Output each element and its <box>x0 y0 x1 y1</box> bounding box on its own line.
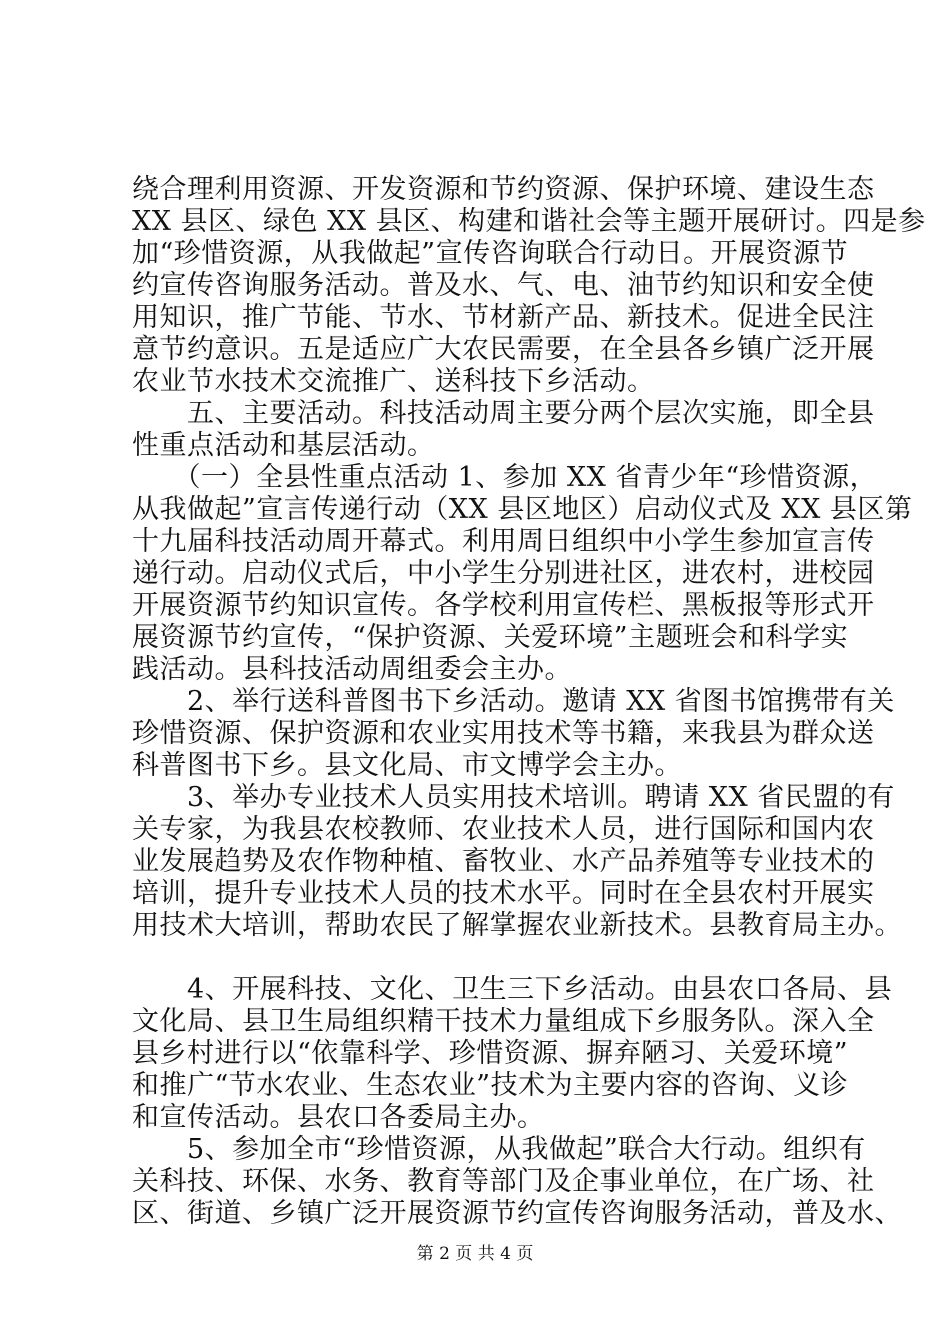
text-line: 关科技、环保、水务、教育等部门及企事业单位，在广场、社 <box>132 1166 875 1197</box>
text-line: 意节约意识。五是适应广大农民需要，在全县各乡镇广泛开展 <box>132 334 875 365</box>
text-line: XX 县区、绿色 XX 县区、构建和谐社会等主题开展研讨。四是参 <box>132 206 926 237</box>
text-line: 4、开展科技、文化、卫生三下乡活动。由县农口各局、县 <box>132 974 893 1005</box>
text-line: 和推广“节水农业、生态农业”技术为主要内容的咨询、义诊 <box>132 1070 849 1101</box>
text-line: 性重点活动和基层活动。 <box>132 430 435 461</box>
text-line: 绕合理利用资源、开发资源和节约资源、保护环境、建设生态 <box>132 174 875 205</box>
text-line: 递行动。启动仪式后，中小学生分别进社区，进农村，进校园 <box>132 558 875 589</box>
text-line: 珍惜资源、保护资源和农业实用技术等书籍，来我县为群众送 <box>132 718 875 749</box>
text-line: 展资源节约宣传，“保护资源、关爱环境”主题班会和科学实 <box>132 622 849 653</box>
text-line: 培训，提升专业技术人员的技术水平。同时在全县农村开展实 <box>132 878 875 909</box>
text-line: 县乡村进行以“依靠科学、珍惜资源、摒弃陋习、关爱环境” <box>132 1038 849 1069</box>
document-body <box>132 174 926 1230</box>
text-line: 区、街道、乡镇广泛开展资源节约宣传咨询服务活动，普及水、 <box>132 1198 902 1229</box>
text-line: 用知识，推广节能、节水、节材新产品、新技术。促进全民注 <box>132 302 875 333</box>
text-line: 2、举行送科普图书下乡活动。邀请 XX 省图书馆携带有关 <box>132 686 895 717</box>
page-number: 第 2 页 共 4 页 <box>416 1244 534 1264</box>
text-line: 从我做起”宣言传递行动（XX 县区地区）启动仪式及 XX 县区第 <box>132 494 913 525</box>
text-line: 5、参加全市“珍惜资源，从我做起”联合大行动。组织有 <box>132 1134 866 1165</box>
text-line: 3、举办专业技术人员实用技术培训。聘请 XX 省民盟的有 <box>132 782 895 813</box>
text-line: 科普图书下乡。县文化局、市文博学会主办。 <box>132 750 682 781</box>
text-line: 开展资源节约知识宣传。各学校利用宣传栏、黑板报等形式开 <box>132 590 875 621</box>
text-line: 加“珍惜资源，从我做起”宣传咨询联合行动日。开展资源节 <box>132 238 849 269</box>
text-line: 践活动。县科技活动周组委会主办。 <box>132 654 572 685</box>
text-line: 农业节水技术交流推广、送科技下乡活动。 <box>132 366 655 397</box>
text-line: 约宣传咨询服务活动。普及水、气、电、油节约知识和安全使 <box>132 270 875 301</box>
blank-line <box>132 942 852 974</box>
text-line: 用技术大培训，帮助农民了解掌握农业新技术。县教育局主办。 <box>132 910 902 941</box>
text-line: 关专家，为我县农校教师、农业技术人员，进行国际和国内农 <box>132 814 875 845</box>
text-line: 五、主要活动。科技活动周主要分两个层次实施，即全县 <box>132 398 875 429</box>
text-line: 和宣传活动。县农口各委局主办。 <box>132 1102 545 1133</box>
text-line: 十九届科技活动周开幕式。利用周日组织中小学生参加宣言传 <box>132 526 875 557</box>
text-line: 业发展趋势及农作物种植、畜牧业、水产品养殖等专业技术的 <box>132 846 875 877</box>
text-line: （一）全县性重点活动 1、参加 XX 省青少年“珍惜资源， <box>132 462 878 493</box>
text-line: 文化局、县卫生局组织精干技术力量组成下乡服务队。深入全 <box>132 1006 875 1037</box>
